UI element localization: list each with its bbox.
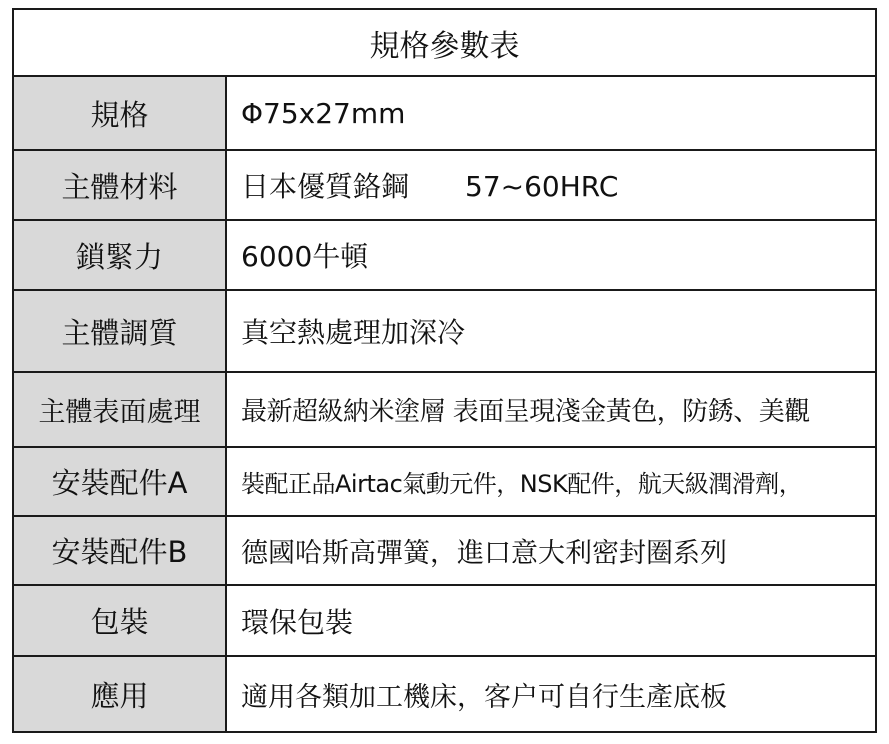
row-value: 最新超級納米塗層 表面呈現淺金黃色，防銹、美觀 [241, 397, 810, 427]
row-value: 環保包裝 [241, 605, 354, 639]
table-row [14, 291, 875, 373]
row-label: 包裝 [14, 586, 227, 655]
table-row [14, 657, 875, 731]
table-row [14, 151, 875, 221]
table-row [14, 77, 875, 151]
row-value: 真空熱處理加深冷 [241, 316, 466, 349]
row-value: 6000牛頓 [241, 240, 369, 273]
table-row [14, 373, 875, 448]
table-title: 規格參數表 [14, 10, 875, 77]
row-label: 主體調質 [14, 291, 227, 371]
row-label: 規格 [14, 77, 227, 149]
table-row [14, 517, 875, 586]
table-row [14, 221, 875, 291]
row-value: Φ75x27mm [241, 96, 406, 130]
row-label: 主體材料 [14, 151, 227, 219]
table-row [14, 586, 875, 657]
spec-table [12, 8, 877, 733]
table-row [14, 448, 875, 517]
row-value: 德國哈斯高彈簧，進口意大利密封圈系列 [241, 538, 727, 569]
row-value: 適用各類加工機床，客户可自行生產底板 [241, 681, 727, 713]
row-label: 應用 [14, 657, 227, 731]
row-label: 主體表面處理 [14, 373, 227, 446]
row-label: 安裝配件B [14, 517, 227, 584]
row-label: 鎖緊力 [14, 221, 227, 289]
row-label: 安裝配件A [14, 448, 227, 515]
row-value: 裝配正品Airtac氣動元件，NSK配件，航天級潤滑劑， [241, 470, 803, 498]
row-value: 日本優質鉻鋼 57~60HRC [241, 170, 619, 203]
